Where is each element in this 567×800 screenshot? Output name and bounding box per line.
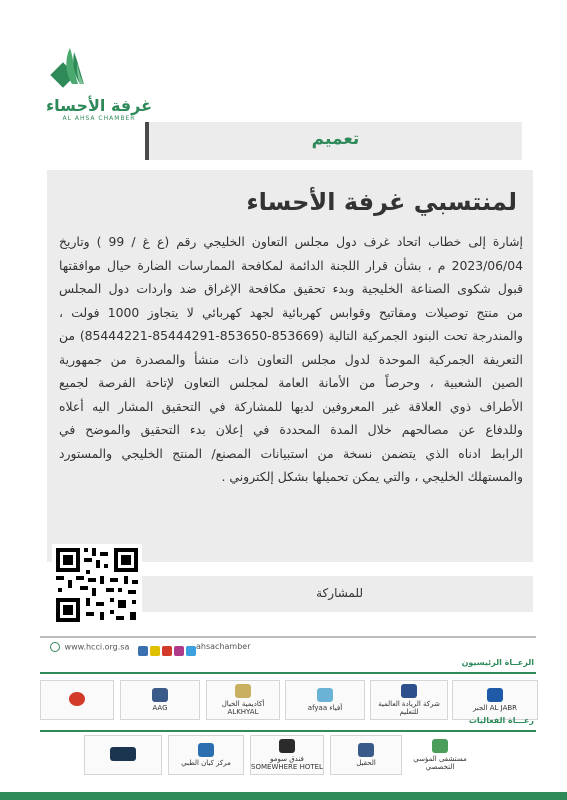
chamber-name-en: AL AHSA CHAMBER xyxy=(62,115,136,122)
sponsor-logo: AAG xyxy=(120,680,200,720)
body-line: الصين الشعبية ، وحرصاً من الأمانة العامة لمجلس التعاون لإتاحة الفرصة لجميع xyxy=(59,375,523,390)
sponsor-mark-icon xyxy=(152,688,168,702)
linkedin-icon[interactable] xyxy=(138,646,148,656)
globe-icon xyxy=(50,642,60,652)
website-link[interactable] xyxy=(50,642,129,652)
twitter-icon[interactable] xyxy=(186,646,196,656)
main-sponsors-title: الرعــاة الرئيسيون xyxy=(461,658,534,667)
sponsor-logo: أفياء afyaa xyxy=(285,680,365,720)
event-sponsor-logo: فندق سومو SOMEWHERE HOTEL xyxy=(250,735,324,775)
qr-code-icon[interactable] xyxy=(52,544,142,626)
event-sponsor-logo: الحقيل xyxy=(330,735,402,775)
event-sponsors-row xyxy=(0,735,567,777)
social-icons xyxy=(138,641,198,660)
chamber-emblem-icon xyxy=(44,44,154,96)
sponsor-logo: أكاديمية الخيال ALKHYAL xyxy=(206,680,280,720)
footer-accent-bar xyxy=(0,792,567,800)
circular-body-card xyxy=(47,170,533,562)
sponsor-logo: شركة الريادة العالمية للتعليم xyxy=(370,680,448,720)
participation-label[interactable]: للمشاركة xyxy=(316,586,363,600)
document-type-banner xyxy=(145,122,522,160)
body-line: من منتج توصيلات ومفاتيح وقوابس كهربائية لجهد كهربائي لا يتجاوز 1000 فولت ، xyxy=(59,304,523,320)
circular-body-text xyxy=(59,230,523,489)
footer-divider xyxy=(40,636,536,638)
body-line: التعريفة الجمركية الموحدة لدول مجلس التعاون ذات منشأ والمصدرة من جمهورية xyxy=(59,351,523,367)
event-sponsor-logo: مستشفى المؤسي التخصصي xyxy=(408,735,472,775)
sponsor-logo: AL JABR الجبر xyxy=(452,680,538,720)
body-line: 2023/06/04 م ، بشأن قرار اللجنة الدائمة لمكافحة الممارسات الضارة حيال موافقتها xyxy=(59,257,523,273)
body-line: والمندرجة تحت البنود الجمركية التالية (853669-853650-85444291-85444221) من xyxy=(59,328,523,343)
event-sponsors-title: رعـــاة الفعاليات xyxy=(468,716,534,725)
body-line: والمستهلك الخليجي ، والتي يمكن تحميلها بشكل إلكتروني . xyxy=(221,469,523,484)
sponsor-mark-icon xyxy=(110,747,136,761)
sponsor-mark-icon xyxy=(198,743,214,757)
sponsor-mark-icon xyxy=(401,684,417,698)
website-url[interactable]: www.hcci.org.sa xyxy=(64,642,130,652)
sponsor-mark-icon xyxy=(69,692,85,706)
social-handle[interactable]: ahsachamber xyxy=(196,642,251,651)
sponsor-mark-icon xyxy=(279,739,295,753)
sponsor-mark-icon xyxy=(235,684,251,698)
chamber-name-ar: غرفة الأحساء xyxy=(45,96,153,115)
body-line: قبول شكوى الصناعة الخليجية وبدء تحقيق مكافحة الإغراق ضد واردات دول المجلس xyxy=(59,281,523,296)
circular-heading: لمنتسبي غرفة الأحساء xyxy=(246,188,517,216)
sponsor-mark-icon xyxy=(432,739,448,753)
main-sponsors-header xyxy=(40,660,536,674)
chamber-logo xyxy=(44,44,154,124)
sponsor-mark-icon xyxy=(358,743,374,757)
body-line: الأطراف ذوي العلاقة غير المعروفين لديها للمشاركة في التحقيق المشار اليه أعلاه xyxy=(59,398,523,414)
sponsor-logo xyxy=(40,680,114,720)
participation-bar[interactable] xyxy=(140,576,533,612)
body-line: وللدفاع عن مصالحهم خلال المدة المحددة في إعلان بدء التحقيق والموضح في xyxy=(59,422,523,437)
sponsor-mark-icon xyxy=(487,688,503,702)
event-sponsors-header xyxy=(40,718,536,732)
snapchat-icon[interactable] xyxy=(150,646,160,656)
event-sponsor-logo xyxy=(84,735,162,775)
document-type-label: تعميم xyxy=(311,129,360,149)
sponsor-mark-icon xyxy=(317,688,333,702)
event-sponsor-logo: مركز كيان الطبي xyxy=(168,735,244,775)
youtube-icon[interactable] xyxy=(162,646,172,656)
instagram-icon[interactable] xyxy=(174,646,184,656)
body-line: إشارة إلى خطاب اتحاد غرف دول مجلس التعاون الخليجي رقم (ع غ / 99 ) وتاريخ xyxy=(59,234,523,249)
body-line: الرابط ادناه الذي يتضمن نسخة من استبيانات المصنع/ المنتج الخليجي والمستورد xyxy=(59,445,523,461)
